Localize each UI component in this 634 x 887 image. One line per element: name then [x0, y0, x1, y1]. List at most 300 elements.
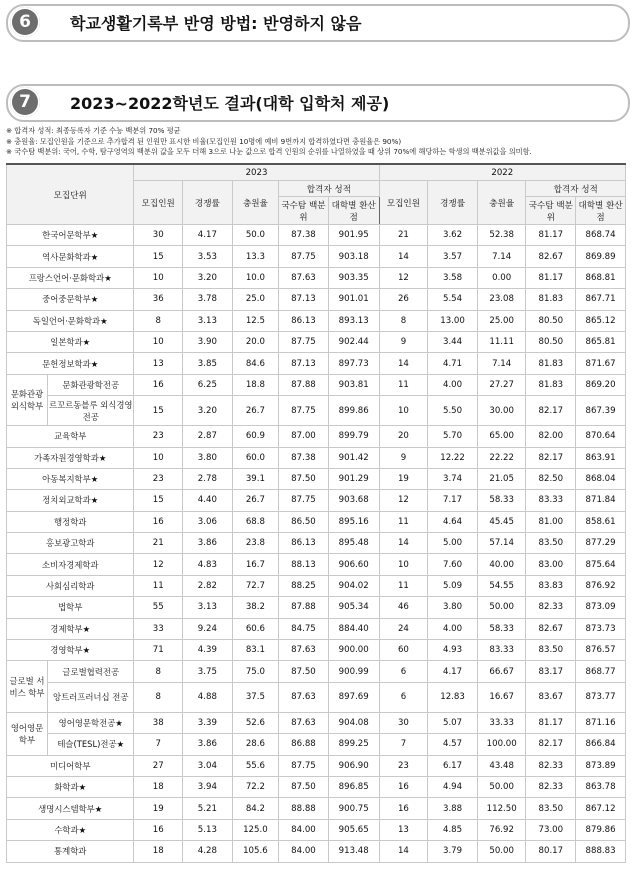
col-header-ratio: 경쟁률 — [428, 181, 478, 225]
value-cell: 871.16 — [576, 712, 626, 733]
value-cell: 27 — [134, 755, 183, 776]
value-cell: 80.50 — [526, 310, 576, 331]
value-cell: 13.3 — [232, 246, 278, 267]
value-cell: 13 — [379, 819, 428, 840]
value-cell: 3.62 — [428, 225, 478, 246]
table-row — [7, 353, 626, 374]
value-cell: 900.75 — [328, 798, 379, 819]
value-cell: 865.81 — [576, 331, 626, 352]
table-row — [7, 841, 626, 862]
section-number-badge: 7 — [10, 87, 40, 117]
section-6-title: 학교생활기록부 반영 방법: 반영하지 않음 — [70, 14, 362, 33]
value-cell: 84.6 — [232, 353, 278, 374]
value-cell: 87.75 — [279, 246, 329, 267]
value-cell: 867.71 — [576, 289, 626, 310]
value-cell: 902.44 — [328, 331, 379, 352]
value-cell: 45.45 — [477, 511, 526, 532]
value-cell: 87.88 — [279, 597, 329, 618]
unit-cell: 정치외교학과★ — [7, 490, 134, 511]
value-cell: 6.17 — [428, 755, 478, 776]
value-cell: 11 — [379, 511, 428, 532]
value-cell: 72.2 — [232, 776, 278, 797]
value-cell: 876.92 — [576, 575, 626, 596]
value-cell: 65.00 — [477, 426, 526, 447]
value-cell: 4.00 — [428, 374, 478, 395]
value-cell: 36 — [134, 289, 183, 310]
value-cell: 80.17 — [526, 841, 576, 862]
value-cell: 66.67 — [477, 661, 526, 682]
section-6-header — [6, 4, 630, 42]
value-cell: 876.57 — [576, 640, 626, 661]
value-cell: 73.00 — [526, 819, 576, 840]
value-cell: 86.13 — [279, 310, 329, 331]
value-cell: 84.75 — [279, 618, 329, 639]
value-cell: 25.0 — [232, 289, 278, 310]
value-cell: 3.13 — [183, 310, 233, 331]
table-row — [7, 331, 626, 352]
value-cell: 81.83 — [526, 374, 576, 395]
value-cell: 4.71 — [428, 353, 478, 374]
value-cell: 39.1 — [232, 468, 278, 489]
value-cell: 38.2 — [232, 597, 278, 618]
value-cell: 868.81 — [576, 267, 626, 288]
unit-cell: 영어영문학전공★ — [48, 712, 134, 733]
value-cell: 4.85 — [428, 819, 478, 840]
value-cell: 7.14 — [477, 246, 526, 267]
value-cell: 877.29 — [576, 533, 626, 554]
value-cell: 87.50 — [279, 468, 329, 489]
value-cell: 18 — [134, 776, 183, 797]
value-cell: 3.53 — [183, 246, 233, 267]
table-row — [7, 490, 626, 511]
unit-cell: 소비자경제학과 — [7, 554, 134, 575]
table-row — [7, 396, 626, 426]
value-cell: 9.24 — [183, 618, 233, 639]
value-cell: 5.07 — [428, 712, 478, 733]
value-cell: 7.14 — [477, 353, 526, 374]
value-cell: 879.86 — [576, 819, 626, 840]
value-cell: 13.00 — [428, 310, 478, 331]
unit-cell: 사회심리학과 — [7, 575, 134, 596]
table-row — [7, 618, 626, 639]
col-header-fill: 충원율 — [477, 181, 526, 225]
value-cell: 83.83 — [526, 575, 576, 596]
value-cell: 83.33 — [477, 640, 526, 661]
note-line: ※ 합격자 성적: 최종등록자 기준 수능 백분위 70% 평균 — [6, 126, 181, 135]
table-row — [7, 575, 626, 596]
value-cell: 54.55 — [477, 575, 526, 596]
unit-cell: 문헌정보학과★ — [7, 353, 134, 374]
value-cell: 900.00 — [328, 640, 379, 661]
unit-cell: 경제학부★ — [7, 618, 134, 639]
value-cell: 16 — [379, 798, 428, 819]
value-cell: 16 — [134, 819, 183, 840]
value-cell: 50.0 — [232, 225, 278, 246]
unit-cell: 앙트러프러너십 전공 — [48, 682, 134, 712]
value-cell: 5.00 — [428, 533, 478, 554]
table-row — [7, 468, 626, 489]
col-header-conv: 대학별 환산점 — [328, 197, 379, 225]
value-cell: 871.67 — [576, 353, 626, 374]
value-cell: 3.13 — [183, 597, 233, 618]
value-cell: 83.67 — [526, 682, 576, 712]
value-cell: 866.84 — [576, 734, 626, 755]
col-header-ksp: 국수탐 백분위 — [279, 197, 329, 225]
value-cell: 10.0 — [232, 267, 278, 288]
value-cell: 57.14 — [477, 533, 526, 554]
value-cell: 81.17 — [526, 225, 576, 246]
value-cell: 900.99 — [328, 661, 379, 682]
notes — [6, 126, 630, 158]
value-cell: 12 — [379, 267, 428, 288]
value-cell: 82.17 — [526, 734, 576, 755]
value-cell: 10 — [134, 331, 183, 352]
value-cell: 22.22 — [477, 447, 526, 468]
table-row — [7, 640, 626, 661]
value-cell: 30.00 — [477, 396, 526, 426]
value-cell: 46 — [379, 597, 428, 618]
value-cell: 18 — [134, 841, 183, 862]
value-cell: 82.33 — [526, 755, 576, 776]
value-cell: 58.33 — [477, 490, 526, 511]
value-cell: 858.61 — [576, 511, 626, 532]
value-cell: 868.74 — [576, 225, 626, 246]
value-cell: 86.88 — [279, 734, 329, 755]
value-cell: 873.89 — [576, 755, 626, 776]
value-cell: 2.87 — [183, 426, 233, 447]
value-cell: 4.57 — [428, 734, 478, 755]
value-cell: 87.88 — [279, 374, 329, 395]
value-cell: 5.50 — [428, 396, 478, 426]
section-number-badge: 6 — [10, 7, 40, 37]
value-cell: 86.13 — [279, 533, 329, 554]
value-cell: 5.21 — [183, 798, 233, 819]
group-cell: 영어영문 학부 — [7, 712, 48, 755]
value-cell: 40.00 — [477, 554, 526, 575]
value-cell: 3.75 — [183, 661, 233, 682]
value-cell: 60.9 — [232, 426, 278, 447]
value-cell: 15 — [134, 396, 183, 426]
value-cell: 4.94 — [428, 776, 478, 797]
value-cell: 21 — [134, 533, 183, 554]
results-table — [6, 163, 626, 863]
value-cell: 25.00 — [477, 310, 526, 331]
value-cell: 15 — [134, 490, 183, 511]
value-cell: 84.00 — [279, 819, 329, 840]
value-cell: 23 — [134, 426, 183, 447]
unit-cell: 경영학부★ — [7, 640, 134, 661]
value-cell: 4.93 — [428, 640, 478, 661]
value-cell: 14 — [379, 841, 428, 862]
value-cell: 75.0 — [232, 661, 278, 682]
value-cell: 905.65 — [328, 819, 379, 840]
value-cell: 82.33 — [526, 597, 576, 618]
value-cell: 87.75 — [279, 396, 329, 426]
value-cell: 82.50 — [526, 468, 576, 489]
value-cell: 23 — [134, 468, 183, 489]
value-cell: 83.50 — [526, 798, 576, 819]
table-row — [7, 682, 626, 712]
value-cell: 895.48 — [328, 533, 379, 554]
value-cell: 868.04 — [576, 468, 626, 489]
group-cell: 글로벌 서비스 학부 — [7, 661, 48, 712]
value-cell: 87.63 — [279, 267, 329, 288]
value-cell: 87.63 — [279, 682, 329, 712]
value-cell: 21 — [379, 225, 428, 246]
value-cell: 8 — [134, 682, 183, 712]
table-row — [7, 734, 626, 755]
value-cell: 7 — [134, 734, 183, 755]
value-cell: 10 — [379, 554, 428, 575]
value-cell: 87.13 — [279, 353, 329, 374]
value-cell: 20 — [379, 426, 428, 447]
value-cell: 83.50 — [526, 640, 576, 661]
value-cell: 3.78 — [183, 289, 233, 310]
value-cell: 863.91 — [576, 447, 626, 468]
col-header-ratio: 경쟁률 — [183, 181, 233, 225]
value-cell: 9 — [379, 447, 428, 468]
value-cell: 888.83 — [576, 841, 626, 862]
value-cell: 895.16 — [328, 511, 379, 532]
value-cell: 12 — [134, 554, 183, 575]
value-cell: 903.35 — [328, 267, 379, 288]
value-cell: 86.50 — [279, 511, 329, 532]
value-cell: 3.57 — [428, 246, 478, 267]
value-cell: 6 — [379, 661, 428, 682]
value-cell: 26.7 — [232, 490, 278, 511]
value-cell: 3.58 — [428, 267, 478, 288]
value-cell: 905.34 — [328, 597, 379, 618]
value-cell: 27.27 — [477, 374, 526, 395]
value-cell: 16 — [379, 776, 428, 797]
table-row — [7, 225, 626, 246]
value-cell: 87.38 — [279, 225, 329, 246]
value-cell: 16 — [134, 511, 183, 532]
value-cell: 906.60 — [328, 554, 379, 575]
unit-cell: 교육학부 — [7, 426, 134, 447]
table-row — [7, 533, 626, 554]
value-cell: 870.64 — [576, 426, 626, 447]
value-cell: 23.8 — [232, 533, 278, 554]
value-cell: 71 — [134, 640, 183, 661]
value-cell: 82.17 — [526, 447, 576, 468]
value-cell: 5.09 — [428, 575, 478, 596]
value-cell: 88.25 — [279, 575, 329, 596]
col-header-fill: 충원율 — [232, 181, 278, 225]
value-cell: 37.5 — [232, 682, 278, 712]
value-cell: 871.84 — [576, 490, 626, 511]
value-cell: 21.05 — [477, 468, 526, 489]
value-cell: 903.18 — [328, 246, 379, 267]
value-cell: 68.8 — [232, 511, 278, 532]
value-cell: 7 — [379, 734, 428, 755]
table-row — [7, 554, 626, 575]
value-cell: 9 — [379, 331, 428, 352]
value-cell: 3.20 — [183, 267, 233, 288]
value-cell: 87.75 — [279, 755, 329, 776]
value-cell: 26 — [379, 289, 428, 310]
unit-cell: 한국어문학부★ — [7, 225, 134, 246]
value-cell: 18.8 — [232, 374, 278, 395]
unit-cell: 독일언어·문화학과★ — [7, 310, 134, 331]
value-cell: 82.67 — [526, 246, 576, 267]
value-cell: 83.00 — [526, 554, 576, 575]
value-cell: 33.33 — [477, 712, 526, 733]
value-cell: 15 — [134, 246, 183, 267]
unit-cell: 생명시스템학부★ — [7, 798, 134, 819]
value-cell: 875.64 — [576, 554, 626, 575]
table-row — [7, 374, 626, 395]
value-cell: 3.20 — [183, 396, 233, 426]
value-cell: 2.78 — [183, 468, 233, 489]
value-cell: 3.90 — [183, 331, 233, 352]
value-cell: 899.25 — [328, 734, 379, 755]
table-row — [7, 712, 626, 733]
value-cell: 14 — [379, 533, 428, 554]
value-cell: 87.63 — [279, 640, 329, 661]
value-cell: 2.82 — [183, 575, 233, 596]
value-cell: 8 — [134, 310, 183, 331]
value-cell: 4.64 — [428, 511, 478, 532]
value-cell: 3.86 — [183, 533, 233, 554]
table-row — [7, 289, 626, 310]
value-cell: 3.88 — [428, 798, 478, 819]
value-cell: 868.77 — [576, 661, 626, 682]
value-cell: 16.67 — [477, 682, 526, 712]
value-cell: 865.12 — [576, 310, 626, 331]
unit-cell: 르꼬르동블루 외식경영전공 — [48, 396, 134, 426]
value-cell: 3.85 — [183, 353, 233, 374]
value-cell: 112.50 — [477, 798, 526, 819]
unit-cell: 프랑스언어·문화학과★ — [7, 267, 134, 288]
value-cell: 81.83 — [526, 353, 576, 374]
value-cell: 50.00 — [477, 776, 526, 797]
table-row — [7, 447, 626, 468]
value-cell: 30 — [134, 225, 183, 246]
value-cell: 87.75 — [279, 490, 329, 511]
value-cell: 867.39 — [576, 396, 626, 426]
value-cell: 12 — [379, 490, 428, 511]
table-row — [7, 597, 626, 618]
value-cell: 4.39 — [183, 640, 233, 661]
unit-cell: 역사문화학과★ — [7, 246, 134, 267]
value-cell: 11 — [134, 575, 183, 596]
value-cell: 3.80 — [428, 597, 478, 618]
value-cell: 20.0 — [232, 331, 278, 352]
col-header-quota: 모집인원 — [379, 181, 428, 225]
value-cell: 903.81 — [328, 374, 379, 395]
value-cell: 58.33 — [477, 618, 526, 639]
value-cell: 23 — [379, 755, 428, 776]
unit-cell: 미디어학부 — [7, 755, 134, 776]
value-cell: 7.17 — [428, 490, 478, 511]
value-cell: 87.00 — [279, 426, 329, 447]
value-cell: 901.95 — [328, 225, 379, 246]
unit-cell: 화학과★ — [7, 776, 134, 797]
value-cell: 10 — [134, 267, 183, 288]
unit-cell: 일본학과★ — [7, 331, 134, 352]
value-cell: 893.13 — [328, 310, 379, 331]
value-cell: 87.13 — [279, 289, 329, 310]
value-cell: 50.00 — [477, 597, 526, 618]
value-cell: 3.74 — [428, 468, 478, 489]
value-cell: 80.50 — [526, 331, 576, 352]
value-cell: 873.73 — [576, 618, 626, 639]
value-cell: 60 — [379, 640, 428, 661]
unit-cell: 테슬(TESL)전공★ — [48, 734, 134, 755]
value-cell: 87.63 — [279, 712, 329, 733]
table-row — [7, 310, 626, 331]
value-cell: 52.38 — [477, 225, 526, 246]
value-cell: 904.02 — [328, 575, 379, 596]
value-cell: 19 — [134, 798, 183, 819]
value-cell: 869.89 — [576, 246, 626, 267]
value-cell: 6.25 — [183, 374, 233, 395]
value-cell: 884.40 — [328, 618, 379, 639]
value-cell: 55 — [134, 597, 183, 618]
value-cell: 87.50 — [279, 776, 329, 797]
value-cell: 38 — [134, 712, 183, 733]
value-cell: 81.00 — [526, 511, 576, 532]
value-cell: 869.20 — [576, 374, 626, 395]
value-cell: 3.04 — [183, 755, 233, 776]
value-cell: 43.48 — [477, 755, 526, 776]
value-cell: 3.39 — [183, 712, 233, 733]
unit-cell: 아동복지학부★ — [7, 468, 134, 489]
value-cell: 23.08 — [477, 289, 526, 310]
value-cell: 4.83 — [183, 554, 233, 575]
col-header-score: 합격자 성적 — [279, 181, 380, 197]
unit-cell: 통계학과 — [7, 841, 134, 862]
value-cell: 867.12 — [576, 798, 626, 819]
value-cell: 4.28 — [183, 841, 233, 862]
value-cell: 901.29 — [328, 468, 379, 489]
value-cell: 5.54 — [428, 289, 478, 310]
note-line: ※ 충원율: 모집인원을 기준으로 추가합격 된 인원만 표시한 비율(모집인원 10명에 예비 9번까지 합격하였다면 충원율은 90%) — [6, 136, 402, 146]
value-cell: 82.17 — [526, 396, 576, 426]
table-row — [7, 511, 626, 532]
value-cell: 82.67 — [526, 618, 576, 639]
value-cell: 76.92 — [477, 819, 526, 840]
value-cell: 60.6 — [232, 618, 278, 639]
table-row — [7, 661, 626, 682]
value-cell: 11 — [379, 374, 428, 395]
value-cell: 13 — [134, 353, 183, 374]
value-cell: 3.44 — [428, 331, 478, 352]
value-cell: 3.80 — [183, 447, 233, 468]
col-header-unit: 모집단위 — [7, 164, 134, 225]
value-cell: 125.0 — [232, 819, 278, 840]
table-row — [7, 246, 626, 267]
table-row — [7, 798, 626, 819]
value-cell: 55.6 — [232, 755, 278, 776]
value-cell: 14 — [379, 353, 428, 374]
table-row — [7, 776, 626, 797]
value-cell: 19 — [379, 468, 428, 489]
table-row — [7, 426, 626, 447]
value-cell: 8 — [134, 661, 183, 682]
value-cell: 3.06 — [183, 511, 233, 532]
value-cell: 83.17 — [526, 661, 576, 682]
group-cell: 문화관광 외식학부 — [7, 374, 48, 425]
value-cell: 50.00 — [477, 841, 526, 862]
unit-cell: 홍보광고학과 — [7, 533, 134, 554]
value-cell: 12.22 — [428, 447, 478, 468]
value-cell: 14 — [379, 246, 428, 267]
value-cell: 52.6 — [232, 712, 278, 733]
value-cell: 82.33 — [526, 776, 576, 797]
col-header-ksp: 국수탐 백분위 — [526, 197, 576, 225]
